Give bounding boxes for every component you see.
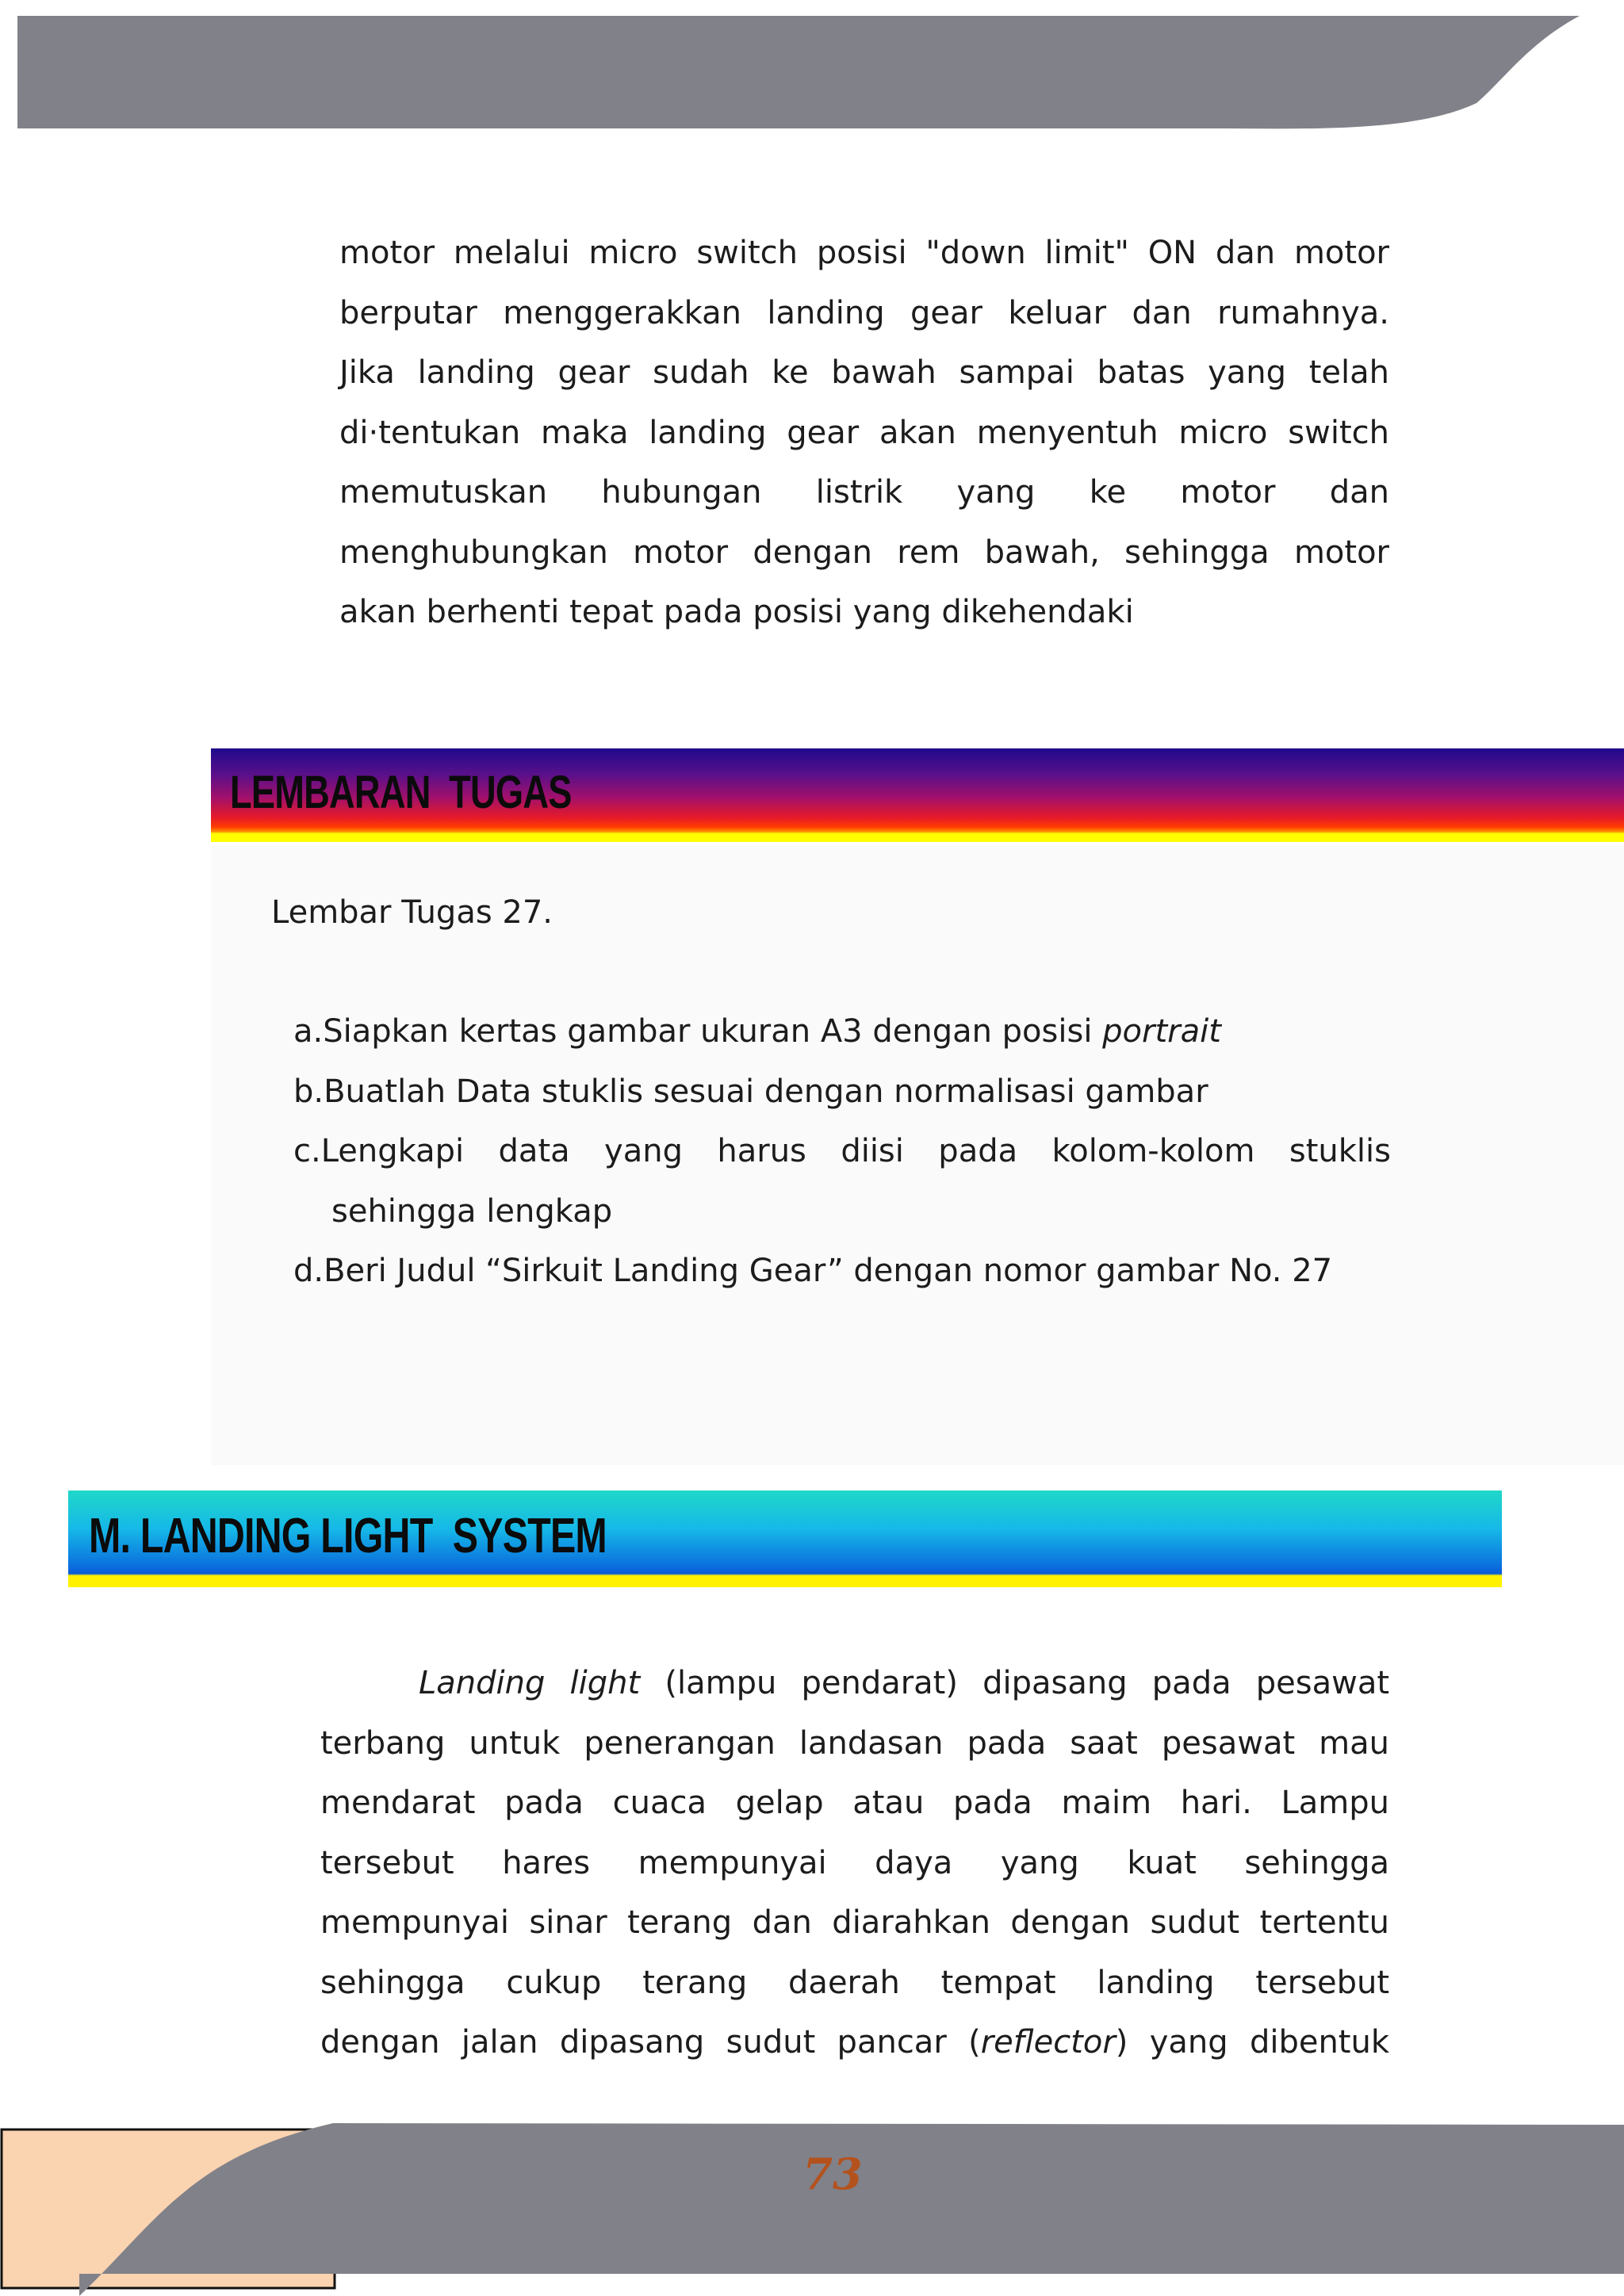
- paragraph-line: dengan jalan dipasang sudut pancar (reflector) yang dibentuk: [320, 2024, 1389, 2061]
- landing-section-header: [68, 1490, 1502, 1587]
- paragraph-line: sehingga cukup terang daerah tempat landing tersebut: [320, 1964, 1389, 2001]
- task-subtitle: Lembar Tugas 27.: [271, 894, 553, 931]
- list-item: [293, 1122, 1391, 1182]
- paragraph-line: motor melalui micro switch posisi "down limit" ON dan motor: [339, 235, 1389, 271]
- paragraph-line: terbang untuk penerangan landasan pada saat pesawat mau: [320, 1724, 1389, 1762]
- list-marker: a.: [293, 1013, 324, 1050]
- landing-section-title: M. LANDING LIGHT SYSTEM: [89, 1509, 607, 1563]
- intro-paragraph: [339, 224, 1389, 643]
- list-item: [293, 1062, 1391, 1123]
- list-item-text: Buatlah Data stuklis sesuai dengan normalisasi gambar: [324, 1073, 1208, 1110]
- paragraph-line: mendarat pada cuaca gelap atau pada maim hari. Lampu: [320, 1785, 1389, 1821]
- list-item-text: Lengkapi data yang harus diisi pada kolom-kolom stuklis: [320, 1133, 1391, 1169]
- paragraph-line: Landing light (lampu pendarat) dipasang pada pesawat: [419, 1665, 1390, 1701]
- paragraph-line: menghubungkan motor dengan rem bawah, sehingga motor: [339, 534, 1389, 571]
- landing-paragraph: [320, 1654, 1389, 2073]
- paragraph-emphasis: Landing light: [419, 1665, 641, 1701]
- list-item-emphasis: portrait: [1102, 1013, 1221, 1050]
- paragraph-line: tersebut hares mempunyai daya yang kuat sehingga: [320, 1844, 1389, 1881]
- header-band: [17, 16, 1580, 133]
- list-item: [293, 1002, 1391, 1062]
- task-section-title: LEMBARAN TUGAS: [230, 767, 572, 818]
- list-item-text: Siapkan kertas gambar ukuran A3 dengan posisi: [323, 1013, 1103, 1050]
- task-list: [293, 1002, 1391, 1302]
- paragraph-line: akan berhenti tepat pada posisi yang dikehendaki: [339, 594, 1134, 630]
- paragraph-line: berputar menggerakkan landing gear keluar dan rumahnya.: [339, 294, 1389, 331]
- paragraph-line: mempunyai sinar terang dan diarahkan dengan sudut tertentu: [320, 1904, 1389, 1941]
- list-marker: d.: [293, 1253, 324, 1289]
- paragraph-line: di·tentukan maka landing gear akan menyentuh micro switch: [339, 414, 1389, 451]
- task-section-header: [211, 748, 1624, 842]
- page-number: 73: [802, 2149, 863, 2199]
- list-marker: c.: [293, 1133, 321, 1169]
- paragraph-line: memutuskan hubungan listrik yang ke motor dan: [339, 474, 1389, 511]
- paragraph-line: Jika landing gear sudah ke bawah sampai batas yang telah: [339, 354, 1389, 391]
- list-item-text: Beri Judul “Sirkuit Landing Gear” dengan nomor gambar No. 27: [324, 1253, 1333, 1289]
- paragraph-emphasis: reflector: [980, 2024, 1116, 2061]
- list-item-continuation: sehingga lengkap: [331, 1192, 613, 1230]
- list-item: [293, 1242, 1391, 1302]
- list-marker: b.: [293, 1073, 324, 1110]
- footer-band: [0, 2109, 1624, 2296]
